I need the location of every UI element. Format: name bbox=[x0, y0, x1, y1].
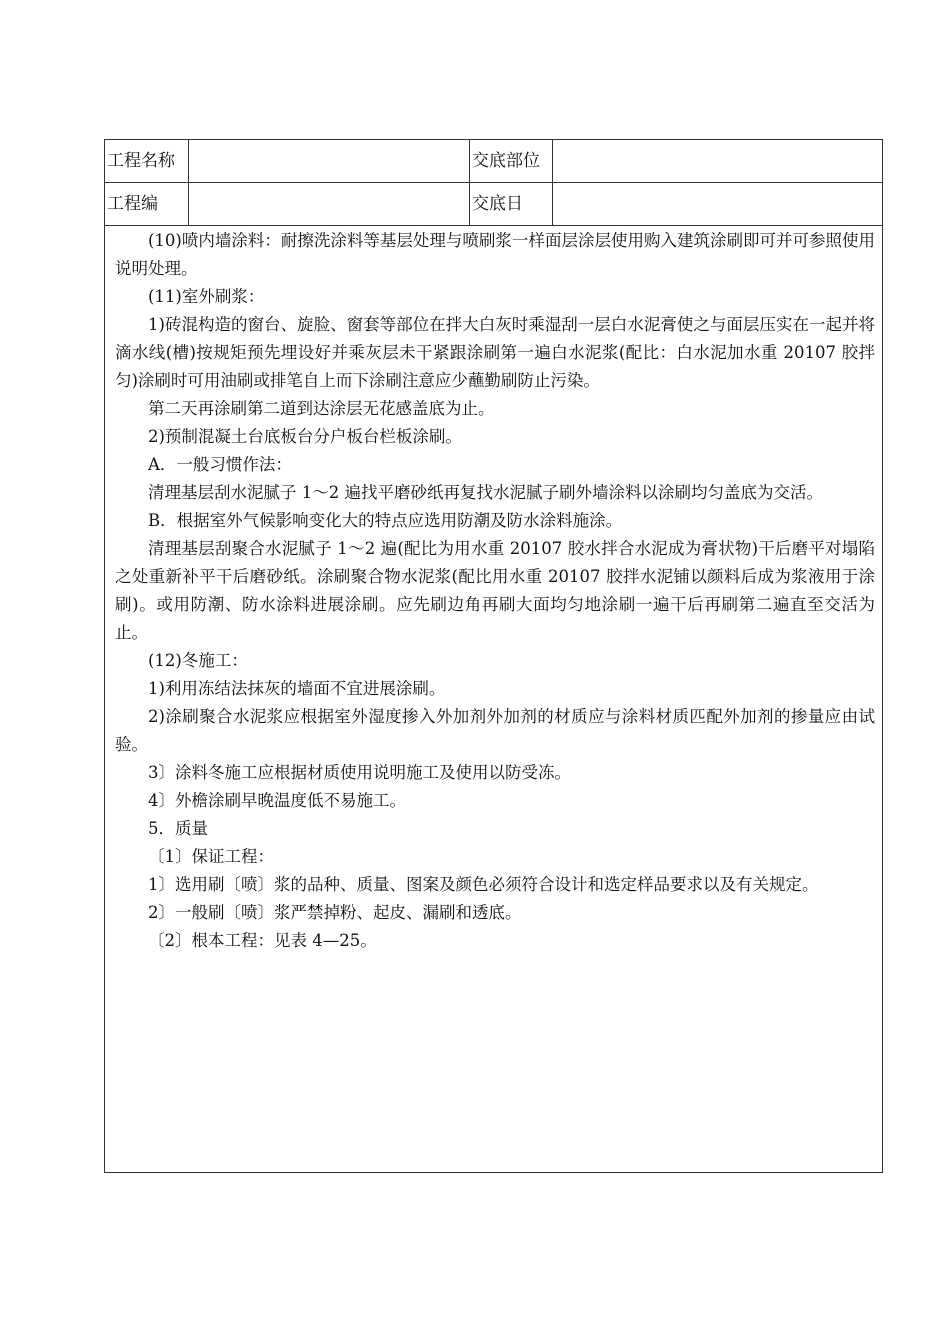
paragraph: 〔1〕保证工程： bbox=[148, 847, 274, 866]
project-number-label: 工程编 bbox=[105, 183, 189, 225]
disclosure-part-label: 交底部位 bbox=[470, 140, 553, 182]
paragraph: (10)喷内墙涂料：耐擦洗涂料等基层处理与喷刷浆一样面层涂层使用购入建筑涂刷即可并可参照使用说明处理。 bbox=[115, 231, 875, 278]
project-number-value bbox=[189, 183, 470, 225]
paragraph: (11)室外刷浆： bbox=[148, 287, 265, 306]
paragraph: B．根据室外气候影响变化大的特点应选用防潮及防水涂料施涂。 bbox=[148, 511, 623, 530]
disclosure-part-value bbox=[553, 140, 882, 182]
paragraph: 1〕选用刷〔喷〕浆的品种、质量、图案及颜色必须符合设计和选定样品要求以及有关规定。 bbox=[148, 875, 819, 894]
paragraph: (12)冬施工： bbox=[148, 651, 248, 670]
paragraph: 3〕涂料冬施工应根据材质使用说明施工及使用以防受冻。 bbox=[148, 763, 571, 782]
header-row-2 bbox=[105, 183, 882, 226]
header-row-1 bbox=[105, 140, 882, 183]
paragraph: 清理基层刮聚合水泥腻子 1～2 遍(配比为用水重 20107 胶水拌合水泥成为膏状物)干后磨平对塌陷之处重新补平干后磨砂纸。涂刷聚合物水泥浆(配比用水重 20107 胶拌水泥铺以颜料后成为浆液用于涂刷)。或用防潮、防水涂料进展涂刷。应先刷边角再刷大面均匀地涂刷一遍干后再刷第二遍直至交活为止。 bbox=[115, 539, 875, 642]
disclosure-form bbox=[104, 139, 883, 1173]
paragraph: 2)涂刷聚合水泥浆应根据室外湿度掺入外加剂外加剂的材质应与涂料材质匹配外加剂的掺量应由试验。 bbox=[115, 707, 875, 754]
paragraph: 〔2〕根本工程：见表 4—25。 bbox=[148, 931, 377, 950]
paragraph: 第二天再涂刷第二道到达涂层无花感盖底为止。 bbox=[148, 399, 495, 418]
paragraph: 5．质量 bbox=[148, 819, 208, 838]
disclosure-content bbox=[115, 227, 875, 955]
paragraph: 4〕外檐涂刷早晚温度低不易施工。 bbox=[148, 791, 406, 810]
disclosure-date-label: 交底日 bbox=[470, 183, 553, 225]
paragraph: 1)砖混构造的窗台、旋脸、窗套等部位在拌大白灰时乘湿刮一层白水泥膏使之与面层压实在一起并将滴水线(槽)按规矩预先埋设好并乘灰层未干紧跟涂刷第一遍白水泥浆(配比：白水泥加水重 20107 胶拌匀)涂刷时可用油刷或排笔自上而下涂刷注意应少蘸勤刷防止污染。 bbox=[115, 315, 875, 390]
project-name-value bbox=[189, 140, 470, 182]
paragraph: 2)预制混凝土台底板台分户板台栏板涂刷。 bbox=[148, 427, 462, 446]
paragraph: A．一般习惯作法： bbox=[148, 455, 292, 474]
paragraph: 清理基层刮水泥腻子 1～2 遍找平磨砂纸再复找水泥腻子刷外墙涂料以涂刷均匀盖底为交活。 bbox=[148, 483, 823, 502]
disclosure-date-value bbox=[553, 183, 882, 225]
paragraph: 2〕一般刷〔喷〕浆严禁掉粉、起皮、漏刷和透底。 bbox=[148, 903, 522, 922]
project-name-label: 工程名称 bbox=[105, 140, 189, 182]
paragraph: 1)利用冻结法抹灰的墙面不宜进展涂刷。 bbox=[148, 679, 446, 698]
